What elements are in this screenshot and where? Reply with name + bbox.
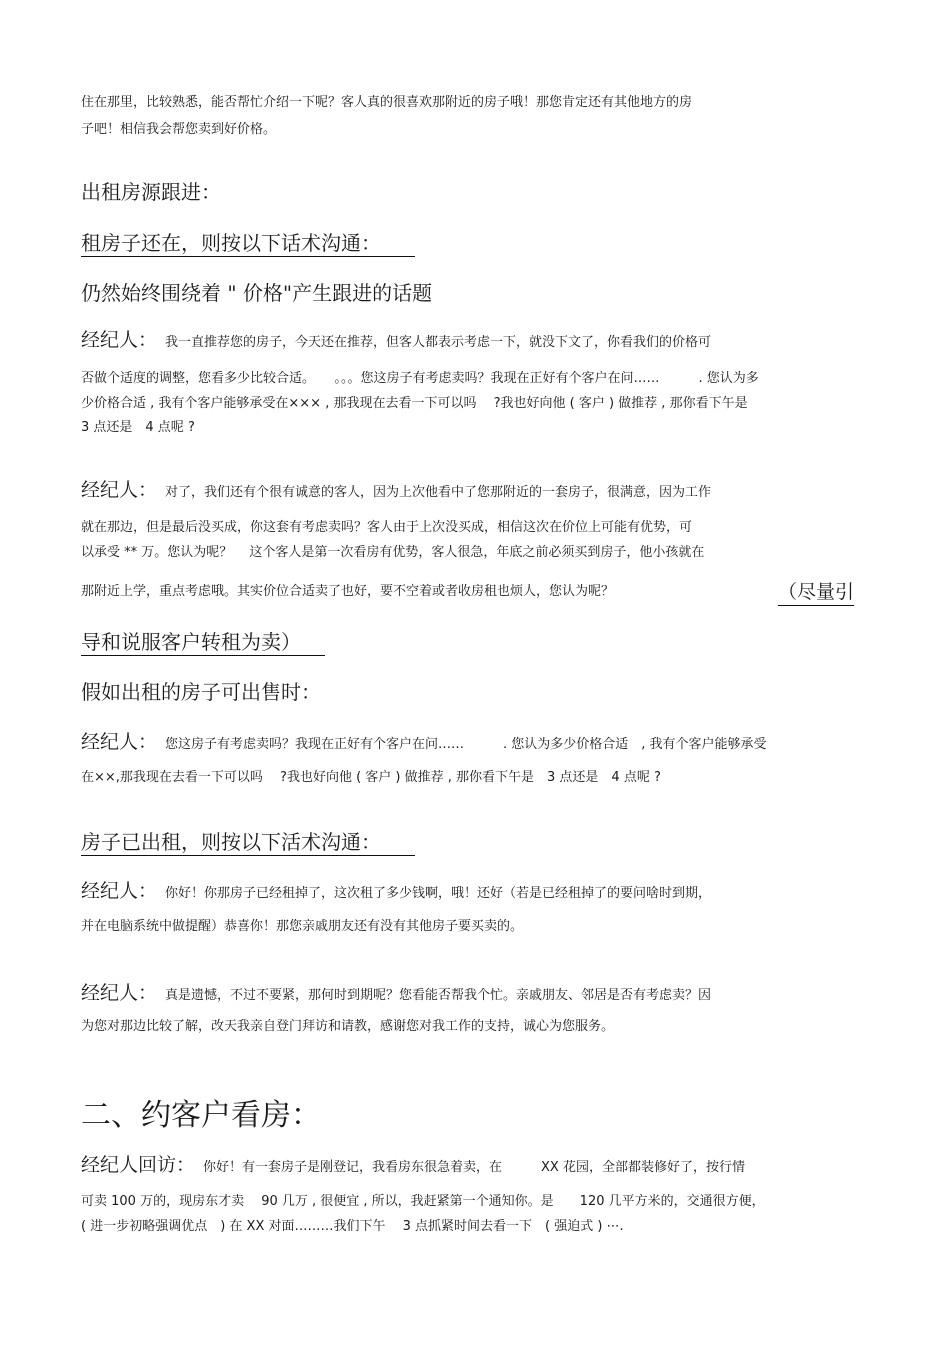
dialog-2-text-1: 对了，我们还有个很有诚意的客人，因为上次他看中了您那附近的一套房子，很满意，因为工作: [165, 485, 712, 500]
dialog-1-line-4: 3 点还是 4 点呢 ?: [81, 420, 195, 435]
dialog-2-line-3: 以承受 ** 万。您认为呢？ 这个客人是第一次看房有优势，客人很急，年底之前必须买到房子，他小孩就在: [81, 545, 705, 560]
dialog-1-line-1: [81, 330, 711, 353]
speaker-label: 经纪人：: [81, 329, 158, 351]
dialog-3-text-1: 您这房子有考虑卖吗？我现在正好有个客户在问…… . 您认为多少价格合适 , 我有个客户能够承受: [165, 737, 767, 752]
price-topic-heading: 仍然始终围绕着 " 价格"产生跟进的话题: [81, 281, 433, 305]
intro-line-1: 住在那里，比较熟悉，能否帮忙介绍一下呢？客人真的很喜欢那附近的房子哦！那您肯定还有其他地方的房: [81, 95, 693, 110]
dialog-4-line-2: 并在电脑系统中做提醒）恭喜你！那您亲戚朋友还有没有其他房子要买卖的。: [81, 919, 524, 934]
dialog-1-text-1: 我一直推荐您的房子，今天还在推荐，但客人都表示考虑一下，就没下文了，你看我们的价格可: [165, 335, 712, 350]
dialog-4-text-1: 你好！你那房子已经租掉了，这次租了多少钱啊，哦！还好（若是已经租掉了的要问啥时到期，: [165, 886, 712, 901]
viewing-text-1: 你好！有一套房子是刚登记，我看房东很急着卖，在 XX 花园，全部都装修好了，按行情: [203, 1160, 745, 1175]
speaker-label: 经纪人：: [81, 880, 158, 902]
dialog-1-line-2: 否做个适度的调整，您看多少比较合适。 。。。您这房子有考虑卖吗？我现在正好有个客户在问…… . 您认为多: [81, 371, 759, 386]
dialog-4-line-1: [81, 881, 711, 904]
dialog-2-line-4: 那附近上学，重点考虑哦。其实价位合适卖了也好，要不空着或者收房租也烦人，您认为呢？: [81, 584, 615, 599]
rental-available-heading: [81, 229, 415, 257]
dialog-1-line-3: 少价格合适 , 我有个客户能够承受在××× , 那我现在去看一下可以吗 ?我也好向他 ( 客户 ) 做推荐 , 那你看下午是: [81, 396, 748, 411]
speaker-label: 经纪人：: [81, 479, 158, 501]
rental-section-title: 出租房源跟进：: [81, 180, 221, 204]
dialog-2-note-end: [81, 628, 325, 656]
rented-heading: [81, 828, 415, 856]
dialog-2-line-2: 就在那边，但是最后没买成，你这套有考虑卖吗？客人由于上次没买成，相信这次在价位上可能有优势，可: [81, 520, 693, 535]
speaker-label: 经纪人：: [81, 982, 158, 1004]
rental-sale-heading: 假如出租的房子可出售时：: [81, 680, 321, 704]
dialog-5-line-1: [81, 983, 711, 1006]
viewing-line-1: [81, 1155, 745, 1178]
intro-line-2: 子吧！相信我会帮您卖到好价格。: [81, 122, 277, 137]
dialog-3-line-1: [81, 732, 767, 755]
viewing-line-2: 可卖 100 万的，现房东才卖 90 几万 , 很便宜 , 所以，我赶紧第一个通知你。是 120 几平方米的，交通很方便，: [81, 1194, 765, 1209]
viewing-line-3: ( 进一步初略强调优点 ) 在 XX 对面………我们下午 3 点抓紧时间去看一下 ( 强迫式 ) ⋯.: [81, 1219, 624, 1234]
viewing-speaker-label: 经纪人回访：: [81, 1154, 196, 1176]
dialog-5-line-2: 为您对那边比较了解，改天我亲自登门拜访和请教，感谢您对我工作的支持，诚心为您服务。: [81, 1019, 615, 1034]
dialog-2-line-1: [81, 480, 711, 503]
rental-available-label: 租房子还在，则按以下话术沟通：: [81, 230, 415, 257]
rented-label: 房子已出租，则按以下活术沟通：: [81, 829, 415, 856]
viewing-section-title: 二、约客户看房：: [81, 1098, 321, 1133]
dialog-5-text-1: 真是遗憾，不过不要紧，那何时到期呢？您看能否帮我个忙。亲戚朋友、邻居是否有考虑卖？因: [165, 988, 712, 1003]
dialog-2-note-start: [778, 579, 854, 606]
dialog-2-note-b: 导和说服客户转租为卖）: [81, 629, 325, 656]
dialog-3-line-2: 在××,那我现在去看一下可以吗 ?我也好向他 ( 客户 ) 做推荐 , 那你看下午是 3 点还是 4 点呢 ?: [81, 770, 661, 785]
dialog-2-note-a: （尽量引: [778, 579, 854, 606]
speaker-label: 经纪人：: [81, 731, 158, 753]
